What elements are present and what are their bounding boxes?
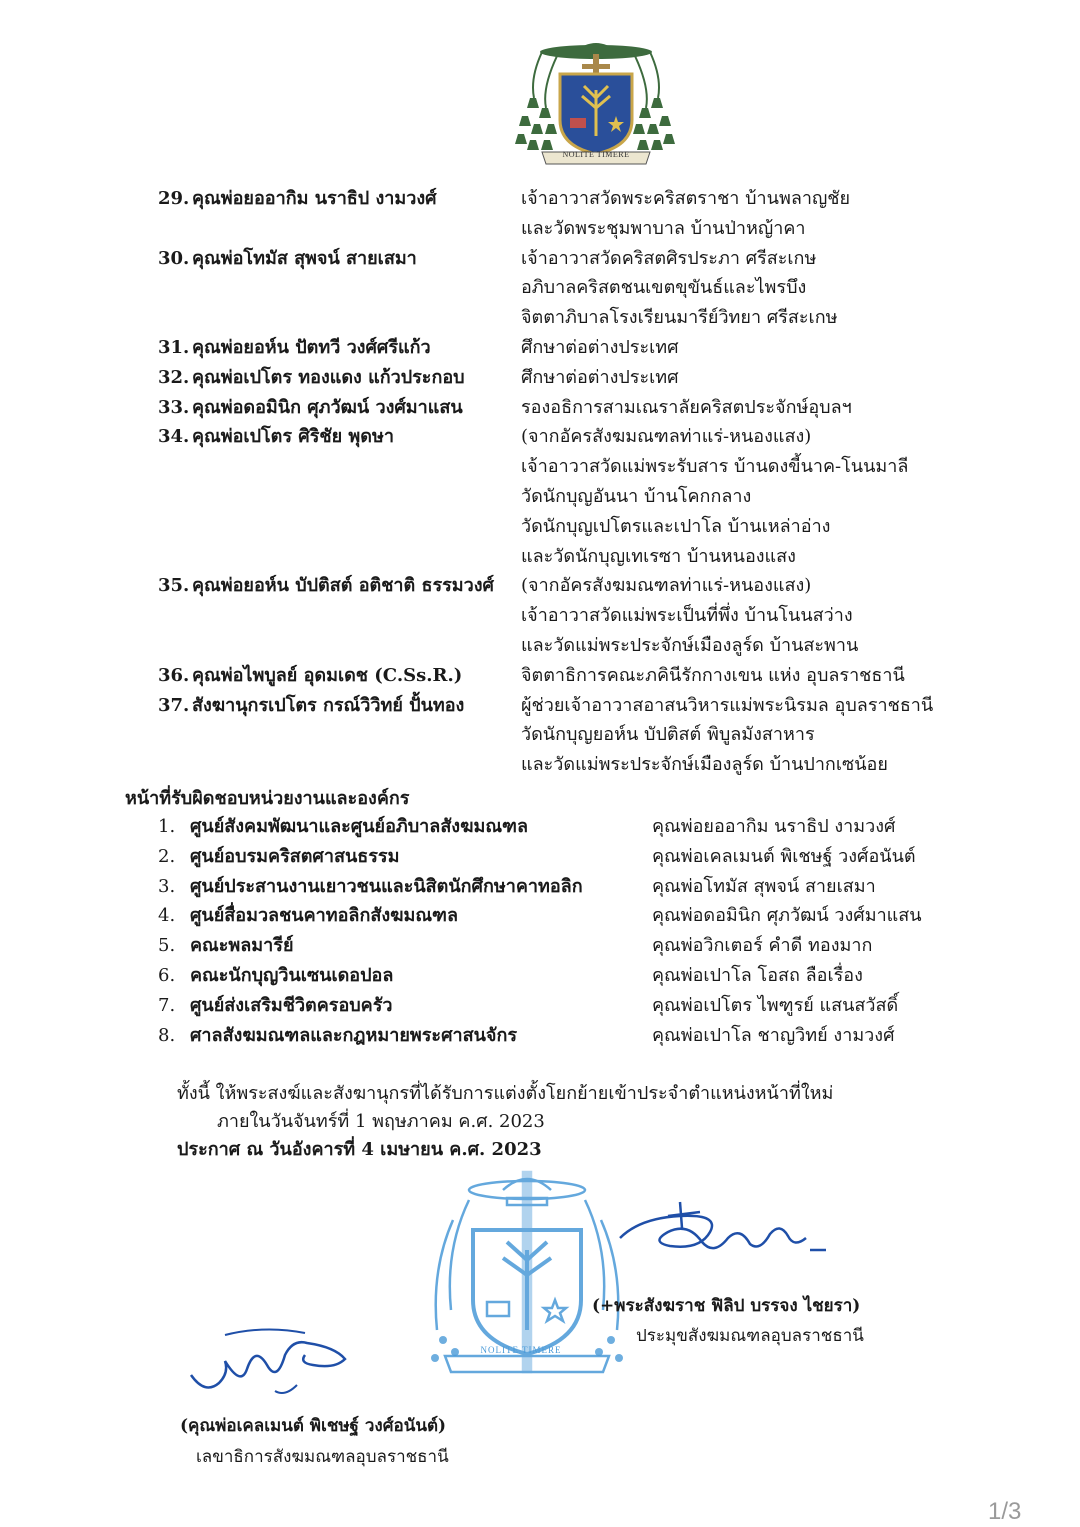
appointment-row <box>158 214 958 244</box>
appointment-row <box>158 720 958 750</box>
appointee-name: คุณพ่อยอห์น บัปติสต์ อติชาติ ธรรมวงศ์ <box>192 575 494 597</box>
appointment-duty: วัดนักบุญยอห์น บัปติสต์ พิบูลมังสาหาร <box>521 724 815 746</box>
appointment-row <box>158 631 958 661</box>
bishop-name: (+พระสังฆราช ฟิลิป บรรจง ไชยรา) <box>592 1296 861 1316</box>
appointment-duty: เจ้าอาวาสวัดแม่พระเป็นที่พึ่ง บ้านโนนสว่าง <box>521 605 853 627</box>
responsibilities-list <box>158 812 978 1050</box>
appointment-number: 29. <box>158 188 190 209</box>
appointee-name: คุณพ่อดอมินิก ศุภวัฒน์ วงศ์มาแสน <box>192 396 463 418</box>
appointment-duty: และวัดแม่พระประจักษ์เมืองลูร์ด บ้านปากเซน้อย <box>521 754 888 776</box>
appointment-duty: อภิบาลคริสตชนเขตขุขันธ์และไพรบึง <box>521 277 807 299</box>
official-seal-stamp <box>415 1160 640 1415</box>
appointment-duty: จิตตาธิการคณะภคินีรักกางเขน แห่ง อุบลราชธานี <box>521 664 905 686</box>
responsibility-row <box>158 931 978 961</box>
appointment-duty: เจ้าอาวาสวัดคริสตศิรประภา ศรีสะเกษ <box>521 247 817 269</box>
unit-name: คณะนักบุญวินเซนเดอปอล <box>190 964 394 986</box>
appointment-duty: จิตตาภิบาลโรงเรียนมารีย์วิทยา ศรีสะเกษ <box>521 307 838 329</box>
unit-name: ศูนย์ส่งเสริมชีวิตครอบครัว <box>190 994 393 1016</box>
responsibility-number: 5. <box>158 935 176 957</box>
appointee-name: คุณพ่อเปโตร ศิริชัย พุดษา <box>192 426 394 448</box>
appointee-name: คุณพ่อโทมัส สุพจน์ สายเสมา <box>192 247 417 269</box>
responsibility-number: 7. <box>158 994 176 1016</box>
unit-head: คุณพ่อเปาโล โอสถ ลือเรื่อง <box>652 964 863 986</box>
appointment-row <box>158 750 958 780</box>
appointment-number: 36. <box>158 664 190 686</box>
unit-name: คณะพลมารีย์ <box>190 935 294 957</box>
closing-paragraph <box>177 1080 833 1164</box>
unit-name: ศูนย์สังคมพัฒนาและศูนย์อภิบาลสังฆมณฑล <box>190 816 528 837</box>
appointment-number: 35. <box>158 575 190 597</box>
responsibility-row <box>158 991 978 1021</box>
responsibility-number: 6. <box>158 964 176 986</box>
stamp-motto: NOLITE TIMERE <box>480 1345 562 1355</box>
appointment-row <box>158 482 958 512</box>
unit-head: คุณพ่อวิกเตอร์ คำดี ทองมาก <box>652 935 873 957</box>
appointee-name: คุณพ่อยอห์น ปัตทวี วงศ์ศรีแก้ว <box>192 336 431 358</box>
appointment-duty: เจ้าอาวาสวัดแม่พระรับสาร บ้านดงขี้นาค-โนนมาลี <box>521 456 909 478</box>
appointment-duty: และวัดแม่พระประจักษ์เมืองลูร์ด บ้านสะพาน <box>521 634 859 656</box>
appointment-number: 33. <box>158 396 190 418</box>
unit-name: ศูนย์สื่อมวลชนคาทอลิกสังฆมณฑล <box>190 905 459 927</box>
secretary-signature <box>185 1325 365 1405</box>
responsibility-number: 4. <box>158 905 176 927</box>
responsibility-row <box>158 872 978 902</box>
appointment-row <box>158 571 958 601</box>
appointment-duty: ศึกษาต่อต่างประเทศ <box>521 366 679 388</box>
appointment-row <box>158 184 958 214</box>
appointment-duty: เจ้าอาวาสวัดพระคริสตราชา บ้านพลาญชัย <box>521 188 851 209</box>
appointment-row <box>158 303 958 333</box>
appointment-number: 37. <box>158 694 190 716</box>
responsibility-row <box>158 901 978 931</box>
appointment-row <box>158 452 958 482</box>
secretary-name: (คุณพ่อเคลเมนต์ พิเชษฐ์ วงศ์อนันต์) <box>180 1416 447 1436</box>
appointee-name: คุณพ่อเปโตร ทองแดง แก้วประกอบ <box>192 366 465 388</box>
bishop-signature <box>610 1198 830 1273</box>
unit-head: คุณพ่อเปาโล ชาญวิทย์ งามวงศ์ <box>652 1024 895 1046</box>
appointee-name: คุณพ่อยออากิม นราธิป งามวงศ์ <box>192 188 437 209</box>
appointment-row <box>158 512 958 542</box>
appointment-duty: ศึกษาต่อต่างประเทศ <box>521 336 679 358</box>
unit-name: ศูนย์ประสานงานเยาวชนและนิสิตนักศึกษาคาทอลิก <box>190 875 583 897</box>
appointment-number: 31. <box>158 336 190 358</box>
appointment-number: 32. <box>158 366 190 388</box>
crest-motto: NOLITE TIMERE <box>562 150 630 159</box>
appointment-row <box>158 691 958 721</box>
closing-line-2: ภายในวันจันทร์ที่ 1 พฤษภาคม ค.ศ. 2023 <box>217 1111 545 1132</box>
appointment-number: 30. <box>158 247 190 269</box>
responsibility-number: 2. <box>158 845 176 867</box>
unit-name: ศูนย์อบรมคริสตศาสนธรรม <box>190 845 400 867</box>
appointment-row <box>158 333 958 363</box>
bishop-title: ประมุขสังฆมณฑลอุบลราชธานี <box>636 1326 864 1346</box>
appointment-duty: วัดนักบุญเปโตรและเปาโล บ้านเหล่าอ่าง <box>521 515 831 537</box>
appointment-row <box>158 542 958 572</box>
unit-head: คุณพ่อยออากิม นราธิป งามวงศ์ <box>652 816 896 837</box>
responsibility-row <box>158 961 978 991</box>
closing-line-1: ทั้งนี้ ให้พระสงฆ์และสังฆานุกรที่ได้รับการแต่งตั้งโยกย้ายเข้าประจำตำแหน่งหน้าที่ใหม่ <box>177 1083 834 1104</box>
announcement-date: ประกาศ ณ วันอังคารที่ 4 เมษายน ค.ศ. 2023 <box>177 1139 542 1160</box>
responsibilities-heading: หน้าที่รับผิดชอบหน่วยงานและองค์กร <box>125 788 410 809</box>
appointment-duty: ผู้ช่วยเจ้าอาวาสอาสนวิหารแม่พระนิรมล อุบลราชธานี <box>521 694 934 716</box>
responsibility-number: 8. <box>158 1024 176 1046</box>
secretary-title: เลขาธิการสังฆมณฑลอุบลราชธานี <box>196 1447 449 1467</box>
appointment-row <box>158 393 958 423</box>
appointment-row <box>158 422 958 452</box>
appointment-row <box>158 661 958 691</box>
page-indicator: 1/3 <box>988 1498 1022 1525</box>
responsibility-row <box>158 842 978 872</box>
responsibility-number: 1. <box>158 816 176 837</box>
appointment-number: 34. <box>158 426 190 448</box>
appointment-row <box>158 244 958 274</box>
appointment-duty: (จากอัครสังฆมณฑลท่าแร่-หนองแสง) <box>521 426 812 448</box>
unit-head: คุณพ่อเคลเมนต์ พิเชษฐ์ วงศ์อนันต์ <box>652 845 916 867</box>
appointment-row <box>158 273 958 303</box>
appointment-duty: (จากอัครสังฆมณฑลท่าแร่-หนองแสง) <box>521 575 812 597</box>
appointment-duty: วัดนักบุญอันนา บ้านโคกกลาง <box>521 485 752 507</box>
appointee-name: สังฆานุกรเปโตร กรณ์วิวิทย์ ปั้นทอง <box>192 694 465 716</box>
responsibility-number: 3. <box>158 875 176 897</box>
appointment-row <box>158 363 958 393</box>
appointment-row <box>158 601 958 631</box>
appointments-list <box>158 184 958 780</box>
unit-name: ศาลสังฆมณฑลและกฎหมายพระศาสนจักร <box>190 1024 518 1046</box>
appointment-duty: และวัดนักบุญเทเรซา บ้านหนองแสง <box>521 545 796 567</box>
appointment-duty: รองอธิการสามเณราลัยคริสตประจักษ์อุบลฯ <box>521 396 852 418</box>
unit-head: คุณพ่อโทมัส สุพจน์ สายเสมา <box>652 875 876 897</box>
unit-head: คุณพ่อเปโตร ไพฑูรย์ แสนสวัสดิ์ <box>652 994 899 1016</box>
responsibility-row <box>158 812 978 842</box>
appointee-name: คุณพ่อไพบูลย์ อุดมเดช (C.Ss.R.) <box>192 664 463 686</box>
responsibility-row <box>158 1021 978 1051</box>
unit-head: คุณพ่อดอมินิก ศุภวัฒน์ วงศ์มาแสน <box>652 905 922 927</box>
appointment-duty: และวัดพระชุมพาบาล บ้านป่าหญ้าคา <box>521 217 806 239</box>
